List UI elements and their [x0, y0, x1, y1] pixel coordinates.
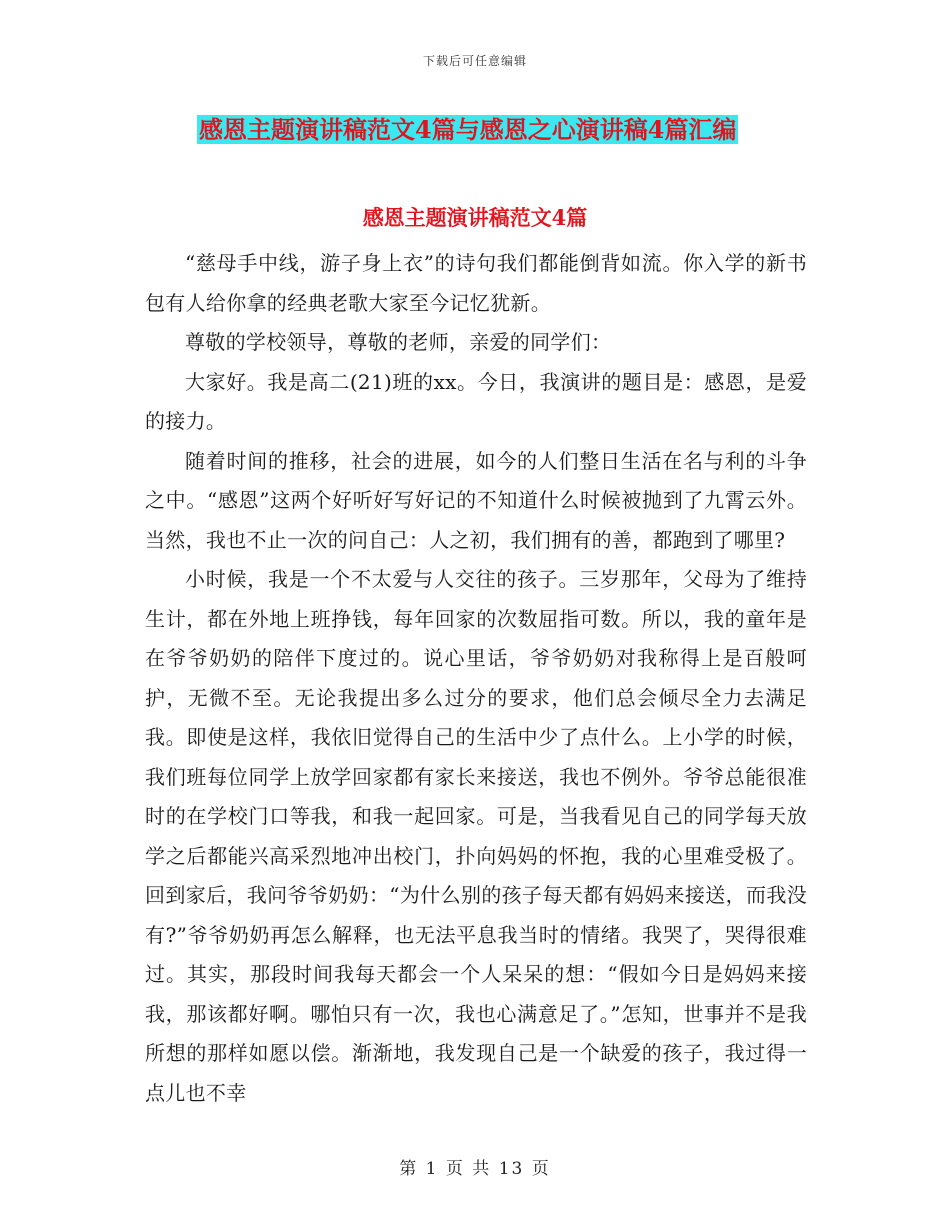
page-header: 下载后可任意编辑	[422, 54, 527, 68]
document-body	[145, 244, 807, 1113]
section-title: 感恩主题演讲稿范文4篇	[362, 205, 588, 230]
paragraph: 尊敬的学校领导，尊敬的老师，亲爱的同学们：	[185, 330, 612, 354]
page-footer: 第 1 页 共 13 页	[399, 1159, 551, 1179]
paragraph: 小时候，我是一个不太爱与人交往的孩子。三岁那年，父母为了维持生计，都在外地上班挣钱，每年回家的次数屈指可数。所以，我的童年是在爷爷奶奶的陪伴下度过的。说心里话，爷爷奶奶对我称得上是百般呵护，无微不至。无论我提出多么过分的要求，他们总会倾尽全力去满足我。即使是这样，我依旧觉得自己的生活中少了点什么。上小学的时候，我们班每位同学上放学回家都有家长来接送，我也不例外。爷爷总能很准时的在学校门口等我，和我一起回家。可是，当我看见自己的同学每天放学之后都能兴高采烈地冲出校门，扑向妈妈的怀抱，我的心里难受极了。回到家后，我问爷爷奶奶：“为什么别的孩子每天都有妈妈来接送，而我没有?”爷爷奶奶再怎么解释，也无法平息我当时的情绪。我哭了，哭得很难过。其实，那段时间我每天都会一个人呆呆的想：“假如今日是妈妈来接我，那该都好啊。哪怕只有一次，我也心满意足了。”怎知，世事并不是我所想的那样如愿以偿。渐渐地，我发现自己是一个缺爱的孩子，我过得一点儿也不幸	[145, 567, 807, 1105]
document-title-text: 感恩主题演讲稿范文4篇与感恩之心演讲稿4篇汇编	[199, 115, 737, 144]
paragraph: “慈母手中线，游子身上衣”的诗句我们都能倒背如流。你入学的新书包有人给你拿的经典老歌大家至今记忆犹新。	[145, 251, 807, 315]
document-title	[197, 112, 738, 148]
paragraph: 大家好。我是高二(21)班的xx。今日，我演讲的题目是：感恩，是爱的接力。	[145, 369, 807, 433]
paragraph: 随着时间的推移，社会的进展，如今的人们整日生活在名与利的斗争之中。“感恩”这两个好听好写好记的不知道什么时候被抛到了九霄云外。当然，我也不止一次的问自己：人之初，我们拥有的善，都跑到了哪里?	[145, 448, 807, 552]
